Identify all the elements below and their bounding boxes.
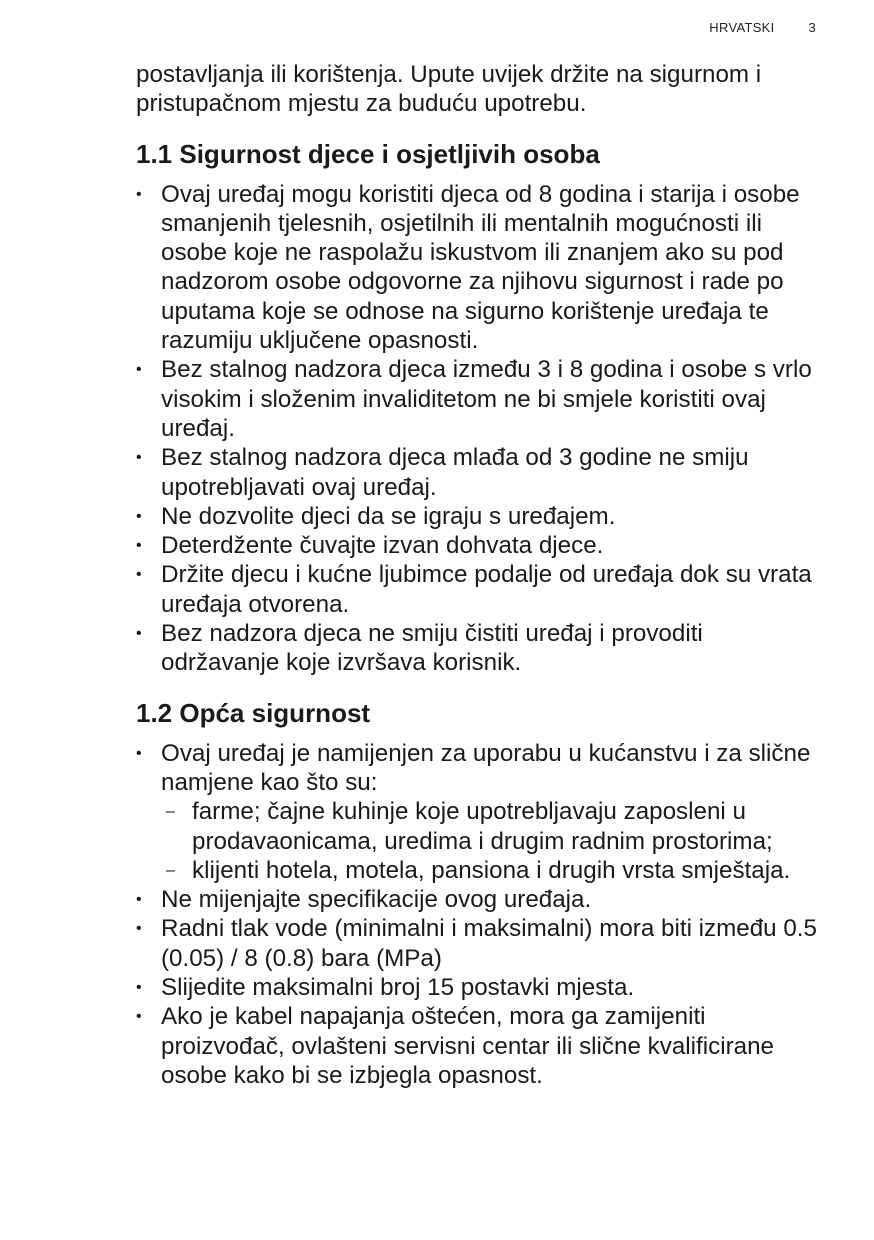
page-header [709,20,816,35]
document-body [136,60,826,1090]
sub-list [161,797,826,885]
list-item: • Bez stalnog nadzora djeca između 3 i 8 godina i osobe s vrlo visokim i složenim invaliditetom ne bi smjele koristiti ovaj uređaj. [136,355,826,443]
list-item: • Radni tlak vode (minimalni i maksimalni) mora biti između 0.5 (0.05) / 8 (0.8) bara (MPa) [136,914,826,973]
list-item: • Slijedite maksimalni broj 15 postavki mjesta. [136,973,826,1002]
list-item: • Držite djecu i kućne ljubimce podalje od uređaja dok su vrata uređaja otvorena. [136,560,826,619]
page-number: 3 [808,20,816,35]
list-item: • Bez nadzora djeca ne smiju čistiti uređaj i provoditi održavanje koje izvršava korisnik. [136,619,826,678]
list-item: • Ne dozvolite djeci da se igraju s uređajem. [136,502,826,531]
list-item: • Ako je kabel napajanja oštećen, mora ga zamijeniti proizvođač, ovlašteni servisni centar ili slične kvalificirane osobe kako bi se izbjegla opasnost. [136,1002,826,1090]
section-1-2-list [136,739,826,1091]
section-1-1-heading: 1.1 Sigurnost djece i osjetljivih osoba [136,138,600,169]
list-item: • Ne mijenjajte specifikacije ovog uređaja. [136,885,826,914]
sub-list-item: – farme; čajne kuhinje koje upotrebljavaju zaposleni u prodavaonicama, uredima i drugim radnim prostorima; [161,797,826,856]
language-label: HRVATSKI [709,20,775,35]
list-item-text: Ovaj uređaj je namijenjen za uporabu u kućanstvu i za slične namjene kao što su: [161,739,811,796]
list-item: • Bez stalnog nadzora djeca mlađa od 3 godine ne smiju upotrebljavati ovaj uređaj. [136,443,826,502]
list-item: • Ovaj uređaj mogu koristiti djeca od 8 godina i starija i osobe smanjenih tjelesnih, osjetilnih ili mentalnih mogućnosti ili osobe koje ne raspolažu iskustvom ili znanjem ako su pod nadzorom osobe odgovorne za njihovu sigurnost i rade po uputama koje se odnose na sigurno korištenje uređaja te razumiju uključene opasnosti. [136,180,826,356]
sub-list-item: – klijenti hotela, motela, pansiona i drugih vrsta smještaja. [161,856,826,885]
list-item [136,739,826,885]
list-item: • Deterdžente čuvajte izvan dohvata djece. [136,531,826,560]
section-1-2-heading: 1.2 Opća sigurnost [136,697,371,728]
intro-paragraph: postavljanja ili korištenja. Upute uvijek držite na sigurnom i pristupačnom mjestu za buduću upotrebu. [136,61,762,118]
section-1-1-list [136,180,826,678]
